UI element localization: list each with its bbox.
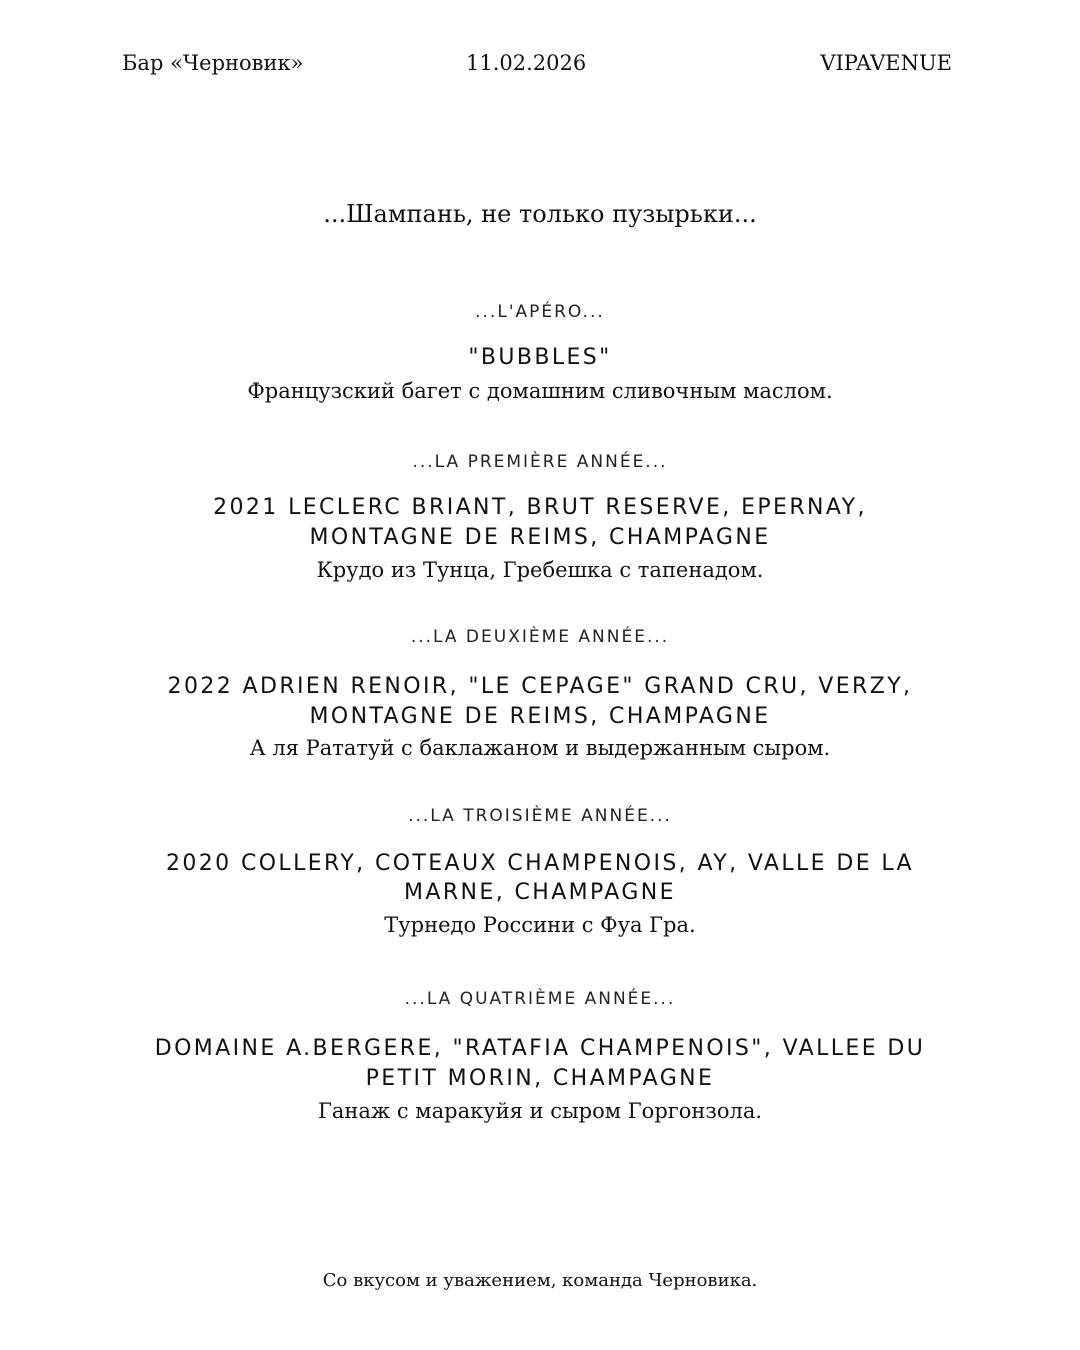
course-heading-troisieme: ...LA TROISIÈME ANNÉE... xyxy=(408,806,672,826)
wine-line: 2021 LECLERC BRIANT, BRUT RESERVE, EPERNAY, xyxy=(213,495,867,520)
wine-line: MONTAGNE DE REIMS, CHAMPAGNE xyxy=(309,704,771,729)
wine-line: PETIT MORIN, CHAMPAGNE xyxy=(365,1066,715,1091)
dish-description: Крудо из Тунца, Гребешка с тапенадом. xyxy=(316,558,764,582)
closing-signature: Со вкусом и уважением, команда Черновика. xyxy=(322,1270,758,1291)
wine-line: DOMAINE A.BERGERE, "RATAFIA CHAMPENOIS", VALLEE DU xyxy=(154,1036,926,1061)
wine-line: MARNE, CHAMPAGNE xyxy=(404,880,676,905)
bar-name: Бар «Черновик» xyxy=(122,51,304,75)
wine-line: "BUBBLES" xyxy=(468,345,612,370)
course-heading-deuxieme: ...LA DEUXIÈME ANNÉE... xyxy=(410,627,670,647)
menu-title: ...Шампань, не только пузырьки... xyxy=(323,200,757,228)
dish-description: Ганаж с маракуйя и сыром Горгонзола. xyxy=(317,1099,763,1123)
course-heading-apero: ...L'APÉRO... xyxy=(475,302,605,322)
wine-line: 2022 ADRIEN RENOIR, "LE CEPAGE" GRAND CRU, VERZY, xyxy=(167,674,913,699)
dish-description: Турнедо Россини с Фуа Гра. xyxy=(384,913,696,937)
course-heading-quatrieme: ...LA QUATRIÈME ANNÉE... xyxy=(404,989,676,1009)
partner-name: VIPAVENUE xyxy=(820,51,952,75)
event-date: 11.02.2026 xyxy=(466,51,587,75)
wine-line: MONTAGNE DE REIMS, CHAMPAGNE xyxy=(309,525,771,550)
course-heading-premiere: ...LA PREMIÈRE ANNÉE... xyxy=(412,452,668,472)
wine-line: 2020 COLLERY, COTEAUX CHAMPENOIS, AY, VALLE DE LA xyxy=(165,851,915,876)
dish-description: А ля Рататуй с баклажаном и выдержанным сыром. xyxy=(249,736,831,760)
dish-description: Французский багет с домашним сливочным маслом. xyxy=(247,379,833,403)
